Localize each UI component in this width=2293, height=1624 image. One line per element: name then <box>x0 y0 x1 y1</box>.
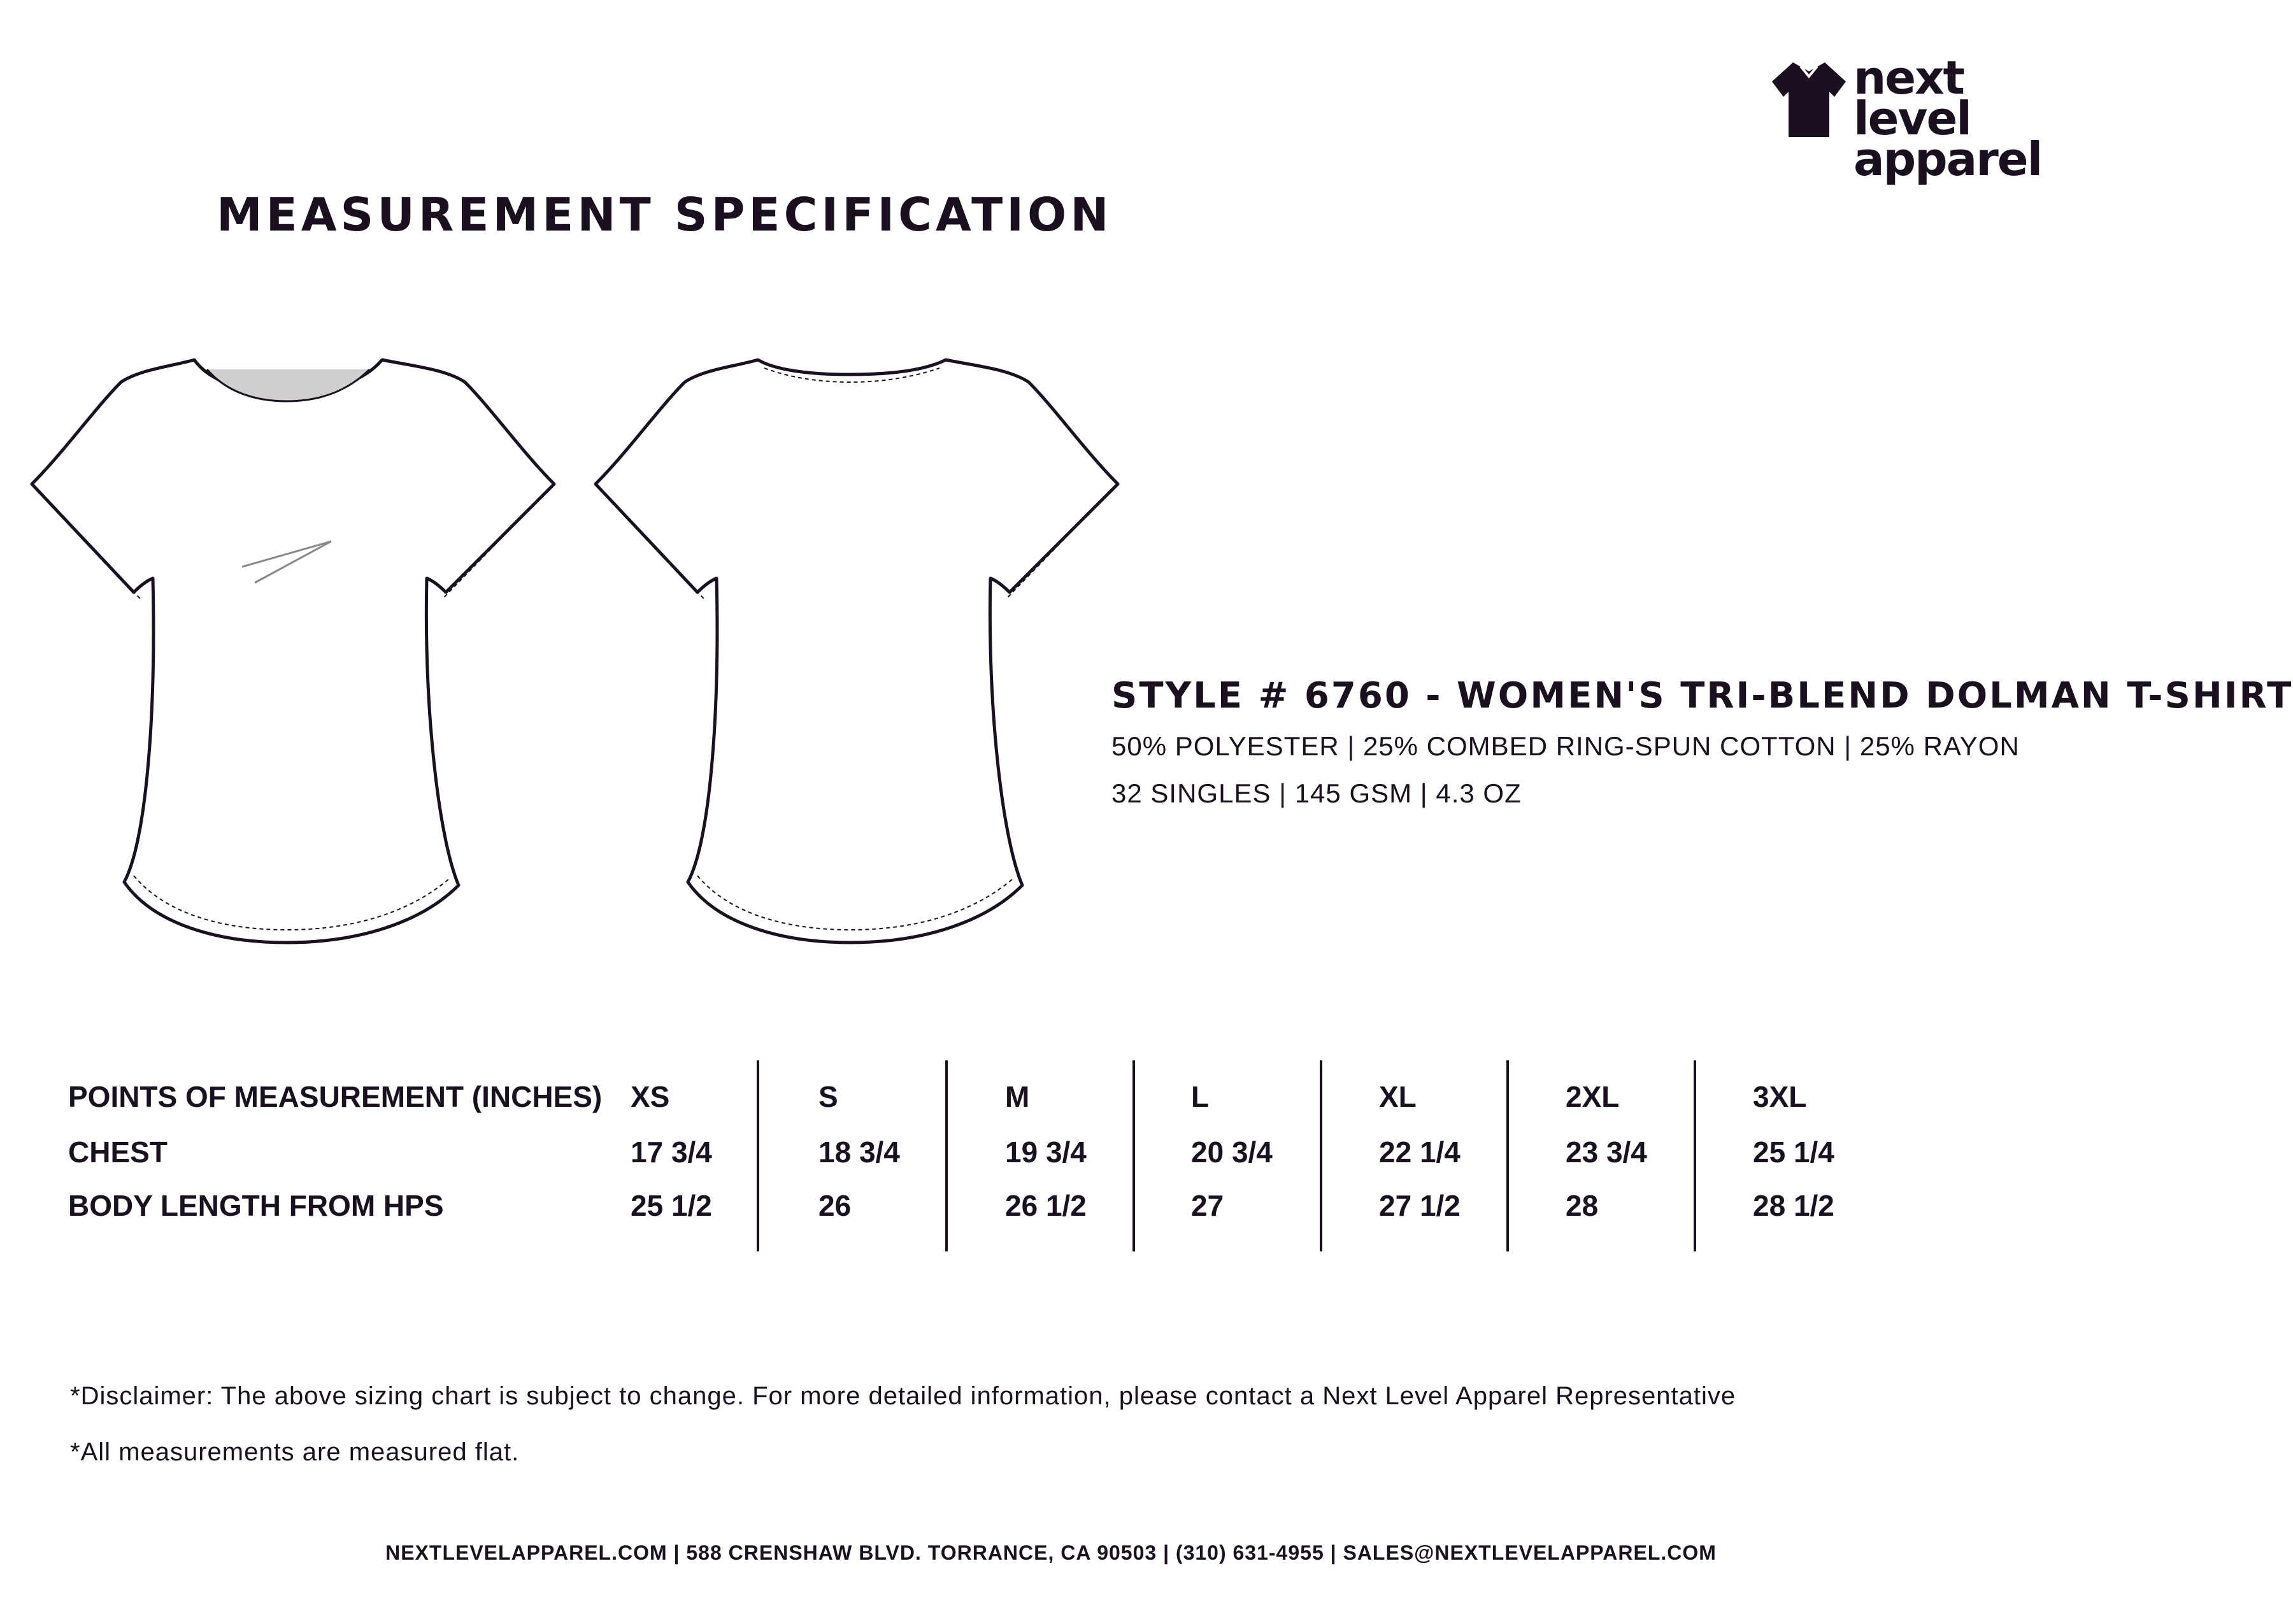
fabric-composition: 50% POLYESTER | 25% COMBED RING-SPUN COTTON | 25% RAYON <box>1111 731 2020 761</box>
style-title: STYLE # 6760 - WOMEN'S TRI-BLEND DOLMAN T-SHIRT <box>1111 675 2293 716</box>
size-header: XS <box>631 1080 670 1113</box>
size-header: 2XL <box>1566 1080 1620 1113</box>
size-header: 3XL <box>1753 1080 1807 1113</box>
size-header: L <box>1191 1080 1210 1113</box>
page-title: MEASUREMENT SPECIFICATION <box>217 188 1113 241</box>
front-tshirt-drawing <box>25 331 561 955</box>
table-cell: 27 <box>1191 1189 1224 1222</box>
brand-logo <box>1771 51 2064 186</box>
table-cell: 27 1/2 <box>1379 1189 1461 1222</box>
row-label: CHEST <box>68 1136 168 1169</box>
column-divider <box>757 1060 759 1251</box>
shirt-logo-icon <box>1771 57 1847 140</box>
table-cell: 28 <box>1566 1189 1599 1222</box>
table-cell: 23 3/4 <box>1566 1136 1647 1169</box>
table-cell: 19 3/4 <box>1005 1136 1087 1169</box>
column-divider <box>1694 1060 1696 1251</box>
table-header-label: POINTS OF MEASUREMENT (INCHES) <box>68 1080 603 1113</box>
size-header: XL <box>1379 1080 1417 1113</box>
back-tshirt-drawing <box>589 331 1124 955</box>
column-divider <box>1320 1060 1322 1251</box>
table-cell: 20 3/4 <box>1191 1136 1273 1169</box>
table-cell: 28 1/2 <box>1753 1189 1834 1222</box>
table-cell: 25 1/2 <box>631 1189 712 1222</box>
table-cell: 18 3/4 <box>818 1136 900 1169</box>
table-cell: 26 <box>818 1189 852 1222</box>
table-cell: 22 1/4 <box>1379 1136 1461 1169</box>
disclaimer-note: *Disclaimer: The above sizing chart is subject to change. For more detailed information, please contact a Next Level Apparel Representative <box>70 1382 1736 1410</box>
column-divider <box>1506 1060 1509 1251</box>
column-divider <box>945 1060 948 1251</box>
footer-contact: NEXTLEVELAPPAREL.COM | 588 CRENSHAW BLVD. TORRANCE, CA 90503 | (310) 631-4955 | SALES@NEXTLEVELAPPAREL.COM <box>385 1541 1717 1564</box>
row-label: BODY LENGTH FROM HPS <box>68 1189 444 1222</box>
size-header: M <box>1005 1080 1030 1113</box>
table-cell: 25 1/4 <box>1753 1136 1834 1169</box>
brand-name-line1: next level <box>1854 51 1971 145</box>
measurement-note: *All measurements are measured flat. <box>70 1438 520 1466</box>
table-cell: 17 3/4 <box>631 1136 712 1169</box>
brand-name-line2: apparel <box>1854 132 2042 186</box>
size-header: S <box>818 1080 838 1113</box>
fabric-specs: 32 SINGLES | 145 GSM | 4.3 OZ <box>1111 778 1522 808</box>
column-divider <box>1132 1060 1135 1251</box>
table-cell: 26 1/2 <box>1005 1189 1087 1222</box>
